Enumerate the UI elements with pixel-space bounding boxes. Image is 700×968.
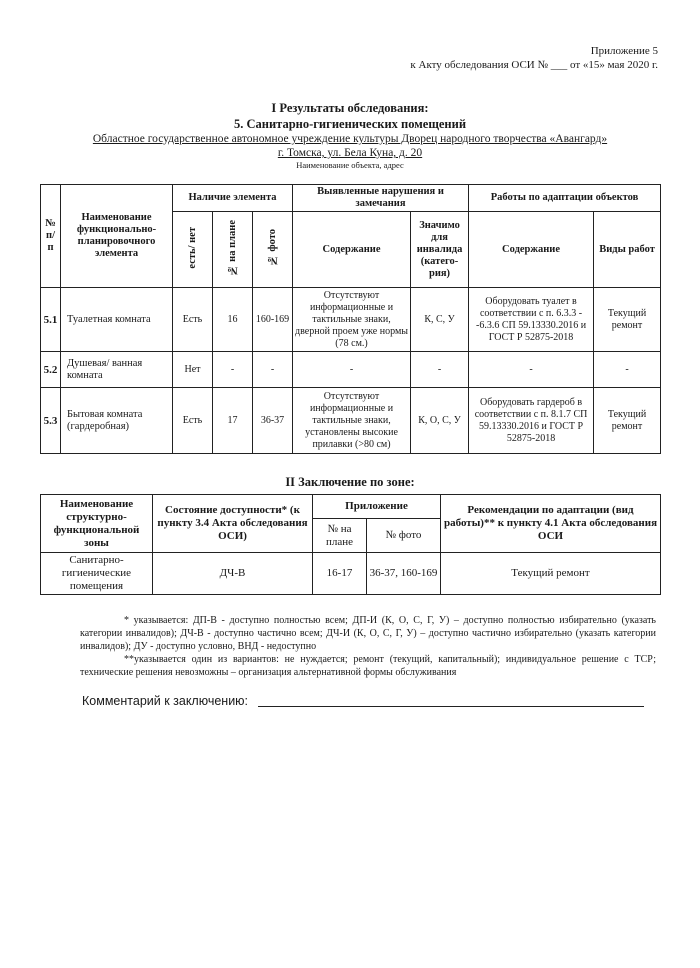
row-plan: 17 <box>213 388 253 454</box>
conclusion-title: II Заключение по зоне: <box>285 475 415 489</box>
row-zone: Санитарно-гигиенические помещения <box>41 553 153 595</box>
appendix-line-2: к Акту обследования ОСИ № ___ от «15» мая 2020 г. <box>410 59 658 71</box>
header-works-content: Содержание <box>469 212 594 288</box>
header-presence-group: Наличие элемента <box>173 185 293 212</box>
row-num: 5.2 <box>41 352 61 388</box>
header-presence-plan: № на плане <box>213 212 253 288</box>
header-element-name: Наименование функционально-планировочного элемента <box>61 185 173 288</box>
comment-label: Комментарий к заключению: <box>82 694 249 708</box>
organization-name: Областное государственное автономное учреждение культуры Дворец народного творчества «Авангард» <box>92 133 608 145</box>
row-work: - <box>469 352 594 388</box>
row-plan: 16 <box>213 288 253 352</box>
footnote-recommendation: **указывается один из вариантов: не нуждается; ремонт (текущий, капитальный); индивидуальное решение с ТСР; технические решения невозможны – организация альтернативной формы обслуживания <box>80 654 656 678</box>
row-element-name: Душевая/ ванная комната <box>61 352 173 388</box>
header-presence-yesno: есть/ нет <box>173 212 213 288</box>
table-row <box>41 288 661 352</box>
row-photo: 160-169 <box>253 288 293 352</box>
row-work-type: - <box>594 352 661 388</box>
header-presence-photo: № фото <box>253 212 293 288</box>
header-violations-significance: Значимо для инвалида (катего-рия) <box>411 212 469 288</box>
comment-field[interactable] <box>258 706 644 707</box>
row-plan: 16-17 <box>313 553 367 595</box>
document-titles <box>40 100 660 171</box>
row-violation: Отсутствуют информационные и тактильные знаки, установлены высокие прилавки (>80 см) <box>293 388 411 454</box>
appendix-header <box>410 44 658 72</box>
row-plan: - <box>213 352 253 388</box>
row-recommendation: Текущий ремонт <box>441 553 661 595</box>
conclusion-table <box>40 494 661 595</box>
table-row <box>41 388 661 454</box>
header-appendix: Приложение <box>313 495 441 519</box>
header-recommendations: Рекомендации по адаптации (вид работы)** к пункту 4.1 Акта обследования ОСИ <box>441 495 661 553</box>
row-work: Оборудовать гардероб в соответствии с п. 8.1.7 СП 59.13330.2016 и ГОСТ Р 52875-2018 <box>469 388 594 454</box>
row-work-type: Текущий ремонт <box>594 288 661 352</box>
row-violation: - <box>293 352 411 388</box>
row-photo: 36-37 <box>253 388 293 454</box>
appendix-line-1: Приложение 5 <box>590 45 658 57</box>
header-works-type: Виды работ <box>594 212 661 288</box>
row-work: Оборудовать туалет в соответствии с п. 6.3.3 - -6.3.6 СП 59.13330.2016 и ГОСТ Р 52875-2018 <box>469 288 594 352</box>
row-state: ДЧ-В <box>153 553 313 595</box>
table-row <box>41 352 661 388</box>
row-category: К, С, У <box>411 288 469 352</box>
row-photo: 36-37, 160-169 <box>367 553 441 595</box>
footnotes <box>80 614 656 679</box>
row-num: 5.1 <box>41 288 61 352</box>
row-num: 5.3 <box>41 388 61 454</box>
row-violation: Отсутствуют информационные и тактильные знаки, дверной проем уже нормы (78 см.) <box>293 288 411 352</box>
footnote-state: * указывается: ДП-В - доступно полностью всем; ДП-И (К, О, С, Г, У) – доступно полностью избирательно (указать категории инвалидов); ДЧ-В - доступно частично всем; ДЧ-И (К, О, С, Г, У) – доступно частично избирательно (указать категории инвалидов); ДУ - доступно условно, ВНД - недоступно <box>80 615 656 652</box>
header-violations-content: Содержание <box>293 212 411 288</box>
results-table <box>40 184 661 454</box>
row-presence: Нет <box>173 352 213 388</box>
section-title: I Результаты обследования: <box>271 101 429 115</box>
row-work-type: Текущий ремонт <box>594 388 661 454</box>
header-state: Состояние доступности* (к пункту 3.4 Акта обследования ОСИ) <box>153 495 313 553</box>
row-element-name: Бытовая комната (гардеробная) <box>61 388 173 454</box>
header-plan: № на плане <box>313 519 367 553</box>
header-num: № п/п <box>41 185 61 288</box>
header-works-group: Работы по адаптации объектов <box>469 185 661 212</box>
header-zone: Наименование структурно-функциональной зоны <box>41 495 153 553</box>
header-photo: № фото <box>367 519 441 553</box>
row-presence: Есть <box>173 388 213 454</box>
row-category: - <box>411 352 469 388</box>
row-presence: Есть <box>173 288 213 352</box>
table-row <box>41 553 661 595</box>
header-violations-group: Выявленные нарушения и замечания <box>293 185 469 212</box>
organization-address: г. Томска, ул. Бела Куна, д. 20 <box>277 147 423 159</box>
object-caption: Наименование объекта, адрес <box>296 160 404 170</box>
row-photo: - <box>253 352 293 388</box>
row-element-name: Туалетная комната <box>61 288 173 352</box>
subsection-title: 5. Санитарно-гигиенических помещений <box>233 117 467 131</box>
row-category: К, О, С, У <box>411 388 469 454</box>
